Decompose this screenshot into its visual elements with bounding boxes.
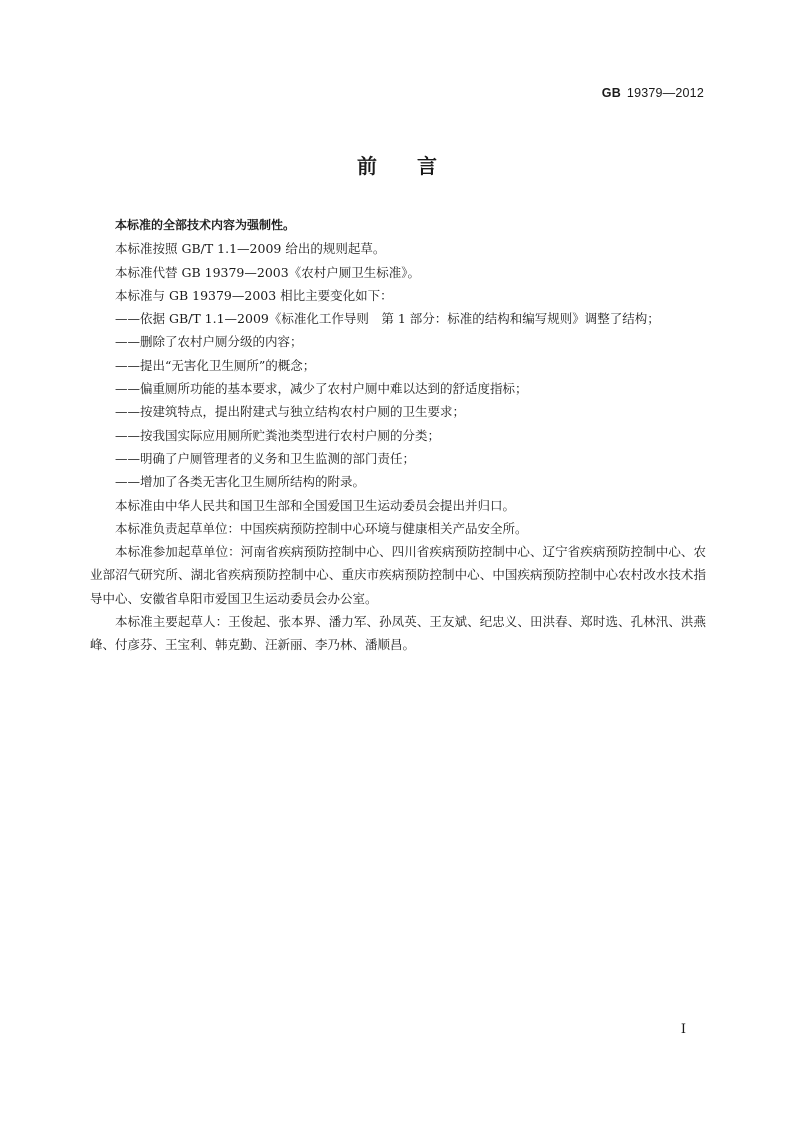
- drafters-paragraph: 本标准主要起草人：王俊起、张本界、潘力军、孙凤英、王友斌、纪忠义、田洪春、郑时选、孔林汛、洪燕峰、付彦芬、王宝利、韩克勤、汪新丽、李乃林、潘顺昌。: [90, 614, 706, 653]
- drafting-rules-paragraph: 本标准按照 GB/T 1.1—2009 给出的规则起草。: [115, 241, 386, 257]
- proposed-by-paragraph: 本标准由中华人民共和国卫生部和全国爱国卫生运动委员会提出并归口。: [115, 497, 516, 513]
- foreword-body: [90, 214, 706, 657]
- change-item: ——删除了农村户厕分级的内容；: [115, 334, 303, 350]
- change-item: ——明确了户厕管理者的义务和卫生监测的部门责任；: [115, 450, 416, 466]
- change-item: ——偏重厕所功能的基本要求，减少了农村户厕中难以达到的舒适度指标；: [115, 381, 528, 397]
- change-item: ——依据 GB/T 1.1—2009《标准化工作导则 第 1 部分：标准的结构和编写规则》调整了结构；: [115, 311, 660, 327]
- page-title: 前言: [357, 154, 477, 178]
- standard-code: [602, 86, 704, 100]
- change-item: ——增加了各类无害化卫生厕所结构的附录。: [115, 474, 366, 490]
- change-item: ——按建筑特点，提出附建式与独立结构农村户厕的卫生要求；: [115, 404, 466, 420]
- replaces-paragraph: 本标准代替 GB 19379—2003《农村户厕卫生标准》。: [115, 264, 420, 280]
- standard-prefix: GB: [601, 86, 621, 100]
- standard-number: 19379—2012: [626, 86, 704, 100]
- change-item: ——提出“无害化卫生厕所”的概念；: [115, 357, 316, 373]
- responsible-unit-paragraph: 本标准负责起草单位：中国疾病预防控制中心环境与健康相关产品安全所。: [115, 520, 528, 536]
- change-item: ——按我国实际应用厕所贮粪池类型进行农村户厕的分类；: [115, 427, 441, 443]
- participating-units-paragraph: 本标准参加起草单位：河南省疾病预防控制中心、四川省疾病预防控制中心、辽宁省疾病预防控制中心、农业部沼气研究所、湖北省疾病预防控制中心、重庆市疾病预防控制中心、中国疾病预防控制中心农村改水技术指导中心、安徽省阜阳市爱国卫生运动委员会办公室。: [90, 544, 706, 606]
- page-number: I: [680, 1022, 686, 1037]
- mandatory-statement: 本标准的全部技术内容为强制性。: [115, 218, 296, 232]
- changes-intro: 本标准与 GB 19379—2003 相比主要变化如下：: [115, 287, 393, 303]
